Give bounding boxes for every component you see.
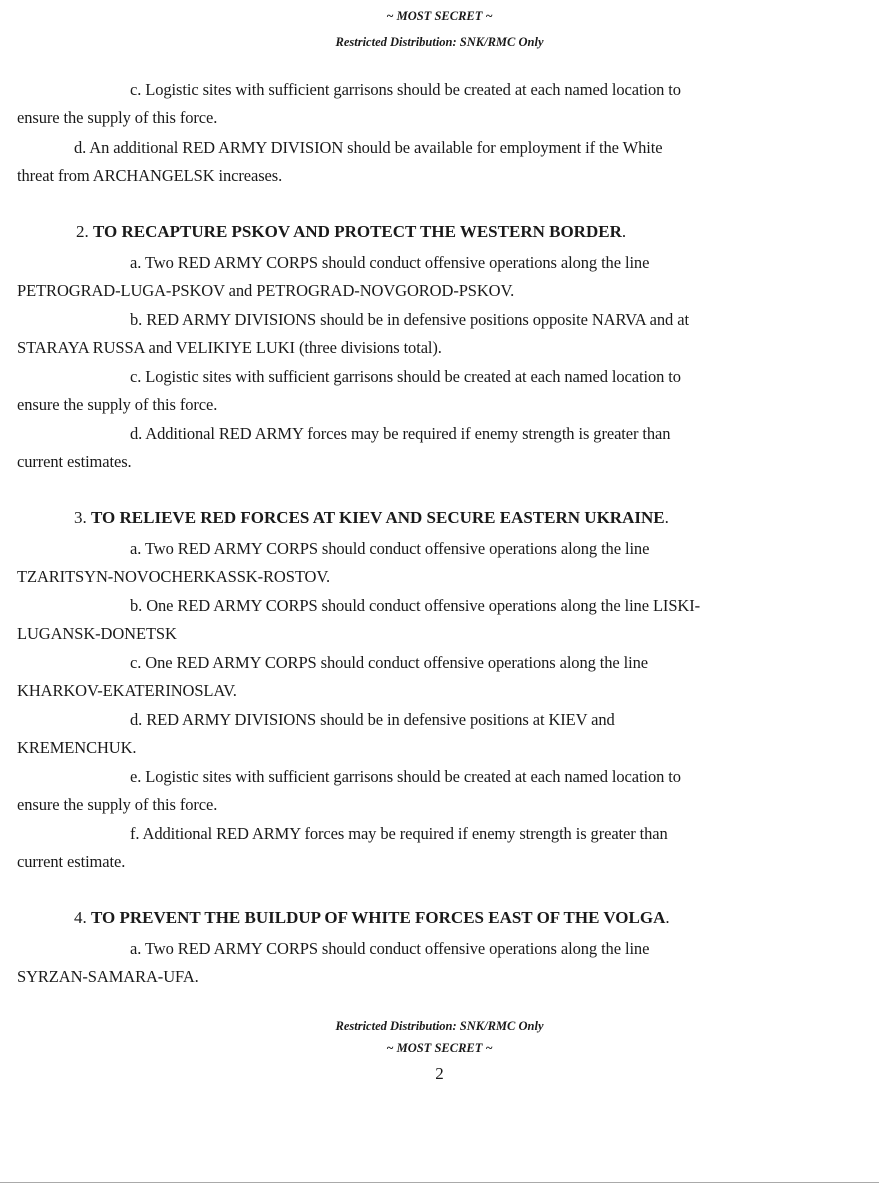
header-distribution: Restricted Distribution: SNK/RMC Only — [335, 35, 544, 49]
footer-distribution: Restricted Distribution: SNK/RMC Only — [335, 1019, 544, 1033]
section-period: . — [664, 508, 669, 527]
item-2d-rest: current estimates. — [17, 452, 132, 471]
footer-classification: ~ MOST SECRET ~ — [386, 1041, 493, 1055]
item-4a-rest: SYRZAN-SAMARA-UFA. — [17, 967, 199, 986]
section-title: TO RELIEVE RED FORCES AT KIEV AND SECURE EASTERN UKRAINE — [91, 508, 665, 527]
item-3a-rest: TZARITSYN-NOVOCHERKASSK-ROSTOV. — [17, 567, 331, 586]
carryover-c-rest: ensure the supply of this force. — [17, 108, 218, 127]
item-3b-first: b. One RED ARMY CORPS should conduct offensive operations along the line LISKI- — [130, 596, 701, 615]
item-3f-first: f. Additional RED ARMY forces may be required if enemy strength is greater than — [130, 824, 668, 843]
item-3e-first: e. Logistic sites with sufficient garrisons should be created at each named location to — [130, 767, 681, 786]
item-3b-rest: LUGANSK-DONETSK — [17, 624, 177, 643]
item-4a-first: a. Two RED ARMY CORPS should conduct offensive operations along the line — [130, 939, 650, 958]
section-period: . — [621, 222, 627, 241]
item-3d-rest: KREMENCHUK. — [17, 738, 137, 757]
section-heading-2 — [76, 222, 626, 242]
item-3c-first: c. One RED ARMY CORPS should conduct offensive operations along the line — [130, 653, 648, 672]
item-3a-first: a. Two RED ARMY CORPS should conduct offensive operations along the line — [130, 539, 650, 558]
item-2c-rest: ensure the supply of this force. — [17, 395, 218, 414]
item-3e-rest: ensure the supply of this force. — [17, 795, 218, 814]
section-number: 2. — [76, 222, 89, 241]
carryover-d-rest: threat from ARCHANGELSK increases. — [17, 166, 283, 185]
scan-edge-line — [0, 1182, 879, 1183]
section-title: TO RECAPTURE PSKOV AND PROTECT THE WESTERN BORDER — [93, 222, 622, 241]
item-3d-first: d. RED ARMY DIVISIONS should be in defensive positions at KIEV and — [130, 710, 615, 729]
item-2a-rest: PETROGRAD-LUGA-PSKOV and PETROGRAD-NOVGOROD-PSKOV. — [17, 281, 515, 300]
item-2b-first: b. RED ARMY DIVISIONS should be in defensive positions opposite NARVA and at — [130, 310, 689, 329]
item-2a-first: a. Two RED ARMY CORPS should conduct offensive operations along the line — [130, 253, 650, 272]
section-heading-4 — [74, 908, 670, 928]
page-number: 2 — [435, 1064, 444, 1083]
section-number: 3. — [74, 508, 87, 527]
item-2b-rest: STARAYA RUSSA and VELIKIYE LUKI (three divisions total). — [17, 338, 442, 357]
carryover-c-first: c. Logistic sites with sufficient garrisons should be created at each named location to — [130, 80, 681, 99]
section-number: 4. — [74, 908, 87, 927]
item-3c-rest: KHARKOV-EKATERINOSLAV. — [17, 681, 237, 700]
section-period: . — [665, 908, 670, 927]
section-heading-3 — [74, 508, 669, 528]
item-3f-rest: current estimate. — [17, 852, 126, 871]
item-2c-first: c. Logistic sites with sufficient garrisons should be created at each named location to — [130, 367, 681, 386]
carryover-d-first: d. An additional RED ARMY DIVISION should be available for employment if the White — [74, 138, 663, 157]
item-2d-first: d. Additional RED ARMY forces may be required if enemy strength is greater than — [130, 424, 671, 443]
section-title: TO PREVENT THE BUILDUP OF WHITE FORCES EAST OF THE VOLGA — [91, 908, 666, 927]
header-classification: ~ MOST SECRET ~ — [386, 9, 493, 23]
